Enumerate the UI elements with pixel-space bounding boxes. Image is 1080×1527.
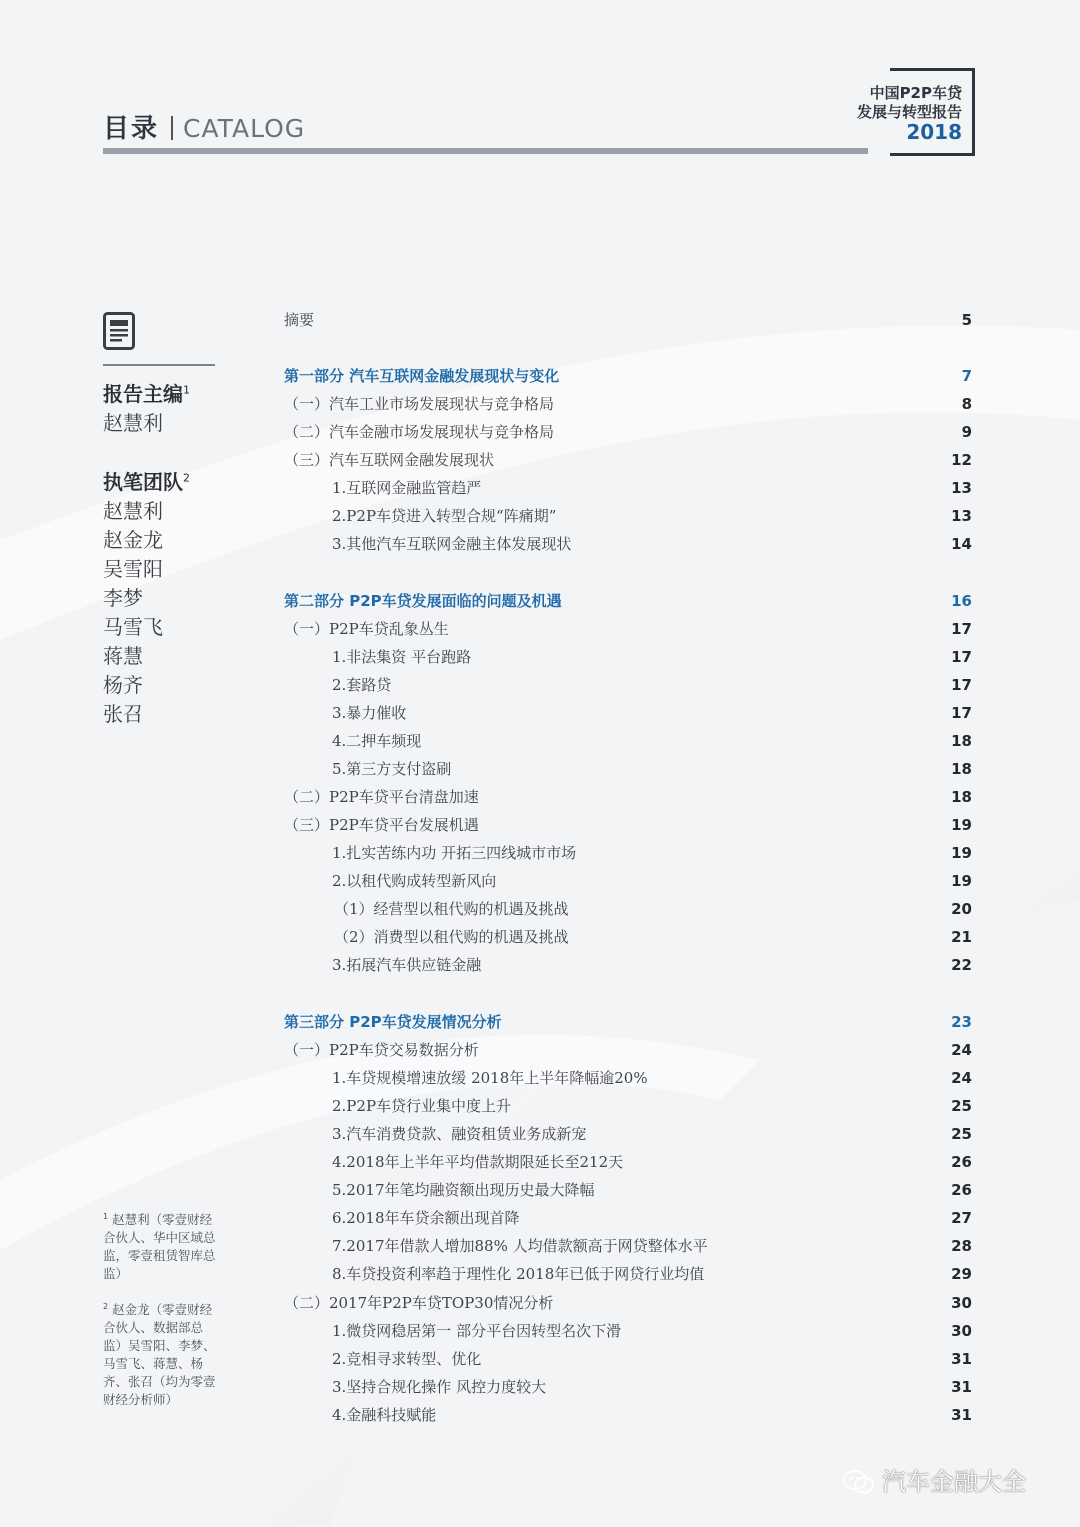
toc-entry[interactable] [0,898,1080,920]
toc-entry[interactable] [0,1348,1080,1370]
toc-label: 3.坚持合规化操作 风控力度较大 [332,1378,547,1396]
logo-line1: 中国P2P车贷 [869,84,962,102]
toc-entry[interactable] [0,1095,1080,1117]
toc-page: 20 [951,900,972,918]
toc-entry[interactable] [0,505,1080,527]
toc-page: 31 [951,1378,972,1396]
toc-entry[interactable] [0,421,1080,443]
toc-page: 7 [961,367,972,385]
toc-page: 26 [951,1181,972,1199]
toc-page: 23 [951,1013,972,1031]
toc-label: 1.互联网金融监管趋严 [332,479,482,497]
wechat-icon [842,1468,876,1496]
team-member: 杨齐 [103,673,143,697]
toc-label: （一）P2P车贷乱象丛生 [284,620,449,638]
toc-part[interactable] [0,1011,1080,1033]
toc-page: 13 [951,479,972,497]
team-member: 赵慧利 [103,499,163,523]
toc-page: 25 [951,1097,972,1115]
toc-entry[interactable] [0,870,1080,892]
toc-page: 12 [951,451,972,469]
toc-entry[interactable] [0,1320,1080,1342]
wechat-source [842,1462,1026,1497]
toc-label: （二）P2P车贷平台清盘加速 [284,788,479,806]
toc-entry[interactable] [0,1292,1080,1314]
toc-page: 24 [951,1069,972,1087]
toc-page: 18 [951,788,972,806]
toc-page: 19 [951,816,972,834]
toc-page: 14 [951,535,972,553]
toc-page: 19 [951,844,972,862]
toc-entry[interactable] [0,393,1080,415]
toc-label: 6.2018年车贷余额出现首降 [332,1209,520,1227]
toc-entry[interactable] [0,533,1080,555]
toc-label: 1.微贷网稳居第一 部分平台因转型名次下滑 [332,1322,622,1340]
toc-label: （三）汽车互联网金融发展现状 [284,451,495,469]
toc-label: 3.汽车消费贷款、融资租赁业务成新宠 [332,1125,587,1143]
toc-entry[interactable] [0,1039,1080,1061]
toc-page: 27 [951,1209,972,1227]
toc-page: 25 [951,1125,972,1143]
toc-entry[interactable] [0,1123,1080,1145]
toc-part[interactable] [0,590,1080,612]
toc-page: 17 [951,704,972,722]
toc-part[interactable] [0,365,1080,387]
toc-page: 13 [951,507,972,525]
toc-entry[interactable] [0,309,1080,331]
editor-name: 赵慧利 [103,411,163,435]
toc-page: 16 [951,592,972,610]
header-rule [103,148,868,154]
team-member: 张召 [103,702,143,726]
toc-page: 19 [951,872,972,890]
toc-page: 31 [951,1350,972,1368]
logo-year: 2018 [906,120,962,144]
toc-entry[interactable] [0,786,1080,808]
toc-label: （一）汽车工业市场发展现状与竞争格局 [284,395,555,413]
toc-entry[interactable] [0,1235,1080,1257]
toc-page: 31 [951,1406,972,1424]
toc-label: （三）P2P车贷平台发展机遇 [284,816,479,834]
toc-page: 18 [951,732,972,750]
toc-label: 3.拓展汽车供应链金融 [332,956,482,974]
toc-entry[interactable] [0,1404,1080,1426]
toc-page: 29 [951,1265,972,1283]
toc-entry[interactable] [0,926,1080,948]
toc-label: （二）汽车金融市场发展现状与竞争格局 [284,423,555,441]
footnote-2: $^2$ 赵金龙（零壹财经合伙人、数据部总监）吴雪阳、李梦、马雪飞、蒋慧、杨齐、张召（均为零壹财经分析师） [103,1302,216,1408]
toc-label: 2.以租代购成转型新风向 [332,872,497,890]
toc-page: 17 [951,648,972,666]
toc-label: 5.2017年笔均融资额出现历史最大降幅 [332,1181,595,1199]
toc-label: 4.二押车频现 [332,732,422,750]
toc-label: 2.P2P车贷进入转型合规“阵痛期” [332,507,557,525]
toc-label: 5.第三方支付盗刷 [332,760,452,778]
footnote-1: $^1$ 赵慧利（零壹财经合伙人、华中区域总监，零壹租赁智库总监） [103,1212,216,1282]
toc-label: （一）P2P车贷交易数据分析 [284,1041,479,1059]
toc-label: （二）2017年P2P车贷TOP30情况分析 [284,1294,554,1312]
title-en: CATALOG [183,114,306,143]
toc-page: 30 [951,1322,972,1340]
toc-entry[interactable] [0,1376,1080,1398]
toc-label: 1.非法集资 平台跑路 [332,648,472,666]
toc-page: 24 [951,1041,972,1059]
toc-page: 22 [951,956,972,974]
toc-entry[interactable] [0,1067,1080,1089]
toc-label: 摘要 [284,311,315,329]
toc-page: 26 [951,1153,972,1171]
team-member: 蒋慧 [103,644,143,668]
logo-line2: 发展与转型报告 [856,103,962,121]
toc-page: 21 [951,928,972,946]
toc-page: 28 [951,1237,972,1255]
toc-entry[interactable] [0,1151,1080,1173]
toc-entry[interactable] [0,449,1080,471]
toc-page: 17 [951,676,972,694]
toc-entry[interactable] [0,1263,1080,1285]
toc-entry[interactable] [0,730,1080,752]
team-member: 李梦 [103,586,143,610]
toc-entry[interactable] [0,618,1080,640]
toc-entry[interactable] [0,674,1080,696]
team-member: 吴雪阳 [103,557,163,581]
toc-page: 5 [961,311,972,329]
toc-entry[interactable] [0,954,1080,976]
toc-label: 1.扎实苦练内功 开拓三四线城市市场 [332,844,577,862]
toc-label: 2.竞相寻求转型、优化 [332,1350,482,1368]
toc-label: 3.其他汽车互联网金融主体发展现状 [332,535,572,553]
report-logo [857,84,962,142]
wechat-label: 汽车金融大全 [882,1468,1026,1496]
team-member: 赵金龙 [103,528,163,552]
toc-page: 30 [951,1294,972,1312]
title-divider [171,116,173,140]
toc-page: 9 [961,423,972,441]
toc-label: （2）消费型以租代购的机遇及挑战 [334,928,569,946]
toc-entry[interactable] [0,646,1080,668]
team-heading: 执笔团队$^2$ [103,470,190,494]
title-cn: 目录 [103,114,160,144]
toc-entry[interactable] [0,1179,1080,1201]
toc-label: 2.P2P车贷行业集中度上升 [332,1097,512,1115]
toc-page: 8 [961,395,972,413]
toc-label: 4.金融科技赋能 [332,1406,437,1424]
toc-label: 2.套路贷 [332,676,392,694]
toc-entry[interactable] [0,702,1080,724]
toc-label: 1.车贷规模增速放缓 2018年上半年降幅逾20% [332,1069,648,1087]
toc-label: 第三部分 P2P车贷发展情况分析 [284,1013,502,1031]
toc-label: 3.暴力催收 [332,704,407,722]
toc-label: 第二部分 P2P车贷发展面临的问题及机遇 [284,592,562,610]
toc-entry[interactable] [0,758,1080,780]
page-title [103,108,305,145]
toc-label: 7.2017年借款人增加88% 人均借款额高于网贷整体水平 [332,1237,708,1255]
toc-page: 17 [951,620,972,638]
toc-entry[interactable] [0,477,1080,499]
toc-label: （1）经营型以租代购的机遇及挑战 [334,900,569,918]
toc-label: 8.车贷投资利率趋于理性化 2018年已低于网贷行业均值 [332,1265,705,1283]
toc-entry[interactable] [0,842,1080,864]
toc-page: 18 [951,760,972,778]
toc-label: 4.2018年上半年平均借款期限延长至212天 [332,1153,624,1171]
toc-label: 第一部分 汽车互联网金融发展现状与变化 [284,367,560,385]
editor-heading: 报告主编$^1$ [103,382,190,406]
toc-entry[interactable] [0,1207,1080,1229]
toc-entry[interactable] [0,814,1080,836]
team-member: 马雪飞 [103,615,163,639]
